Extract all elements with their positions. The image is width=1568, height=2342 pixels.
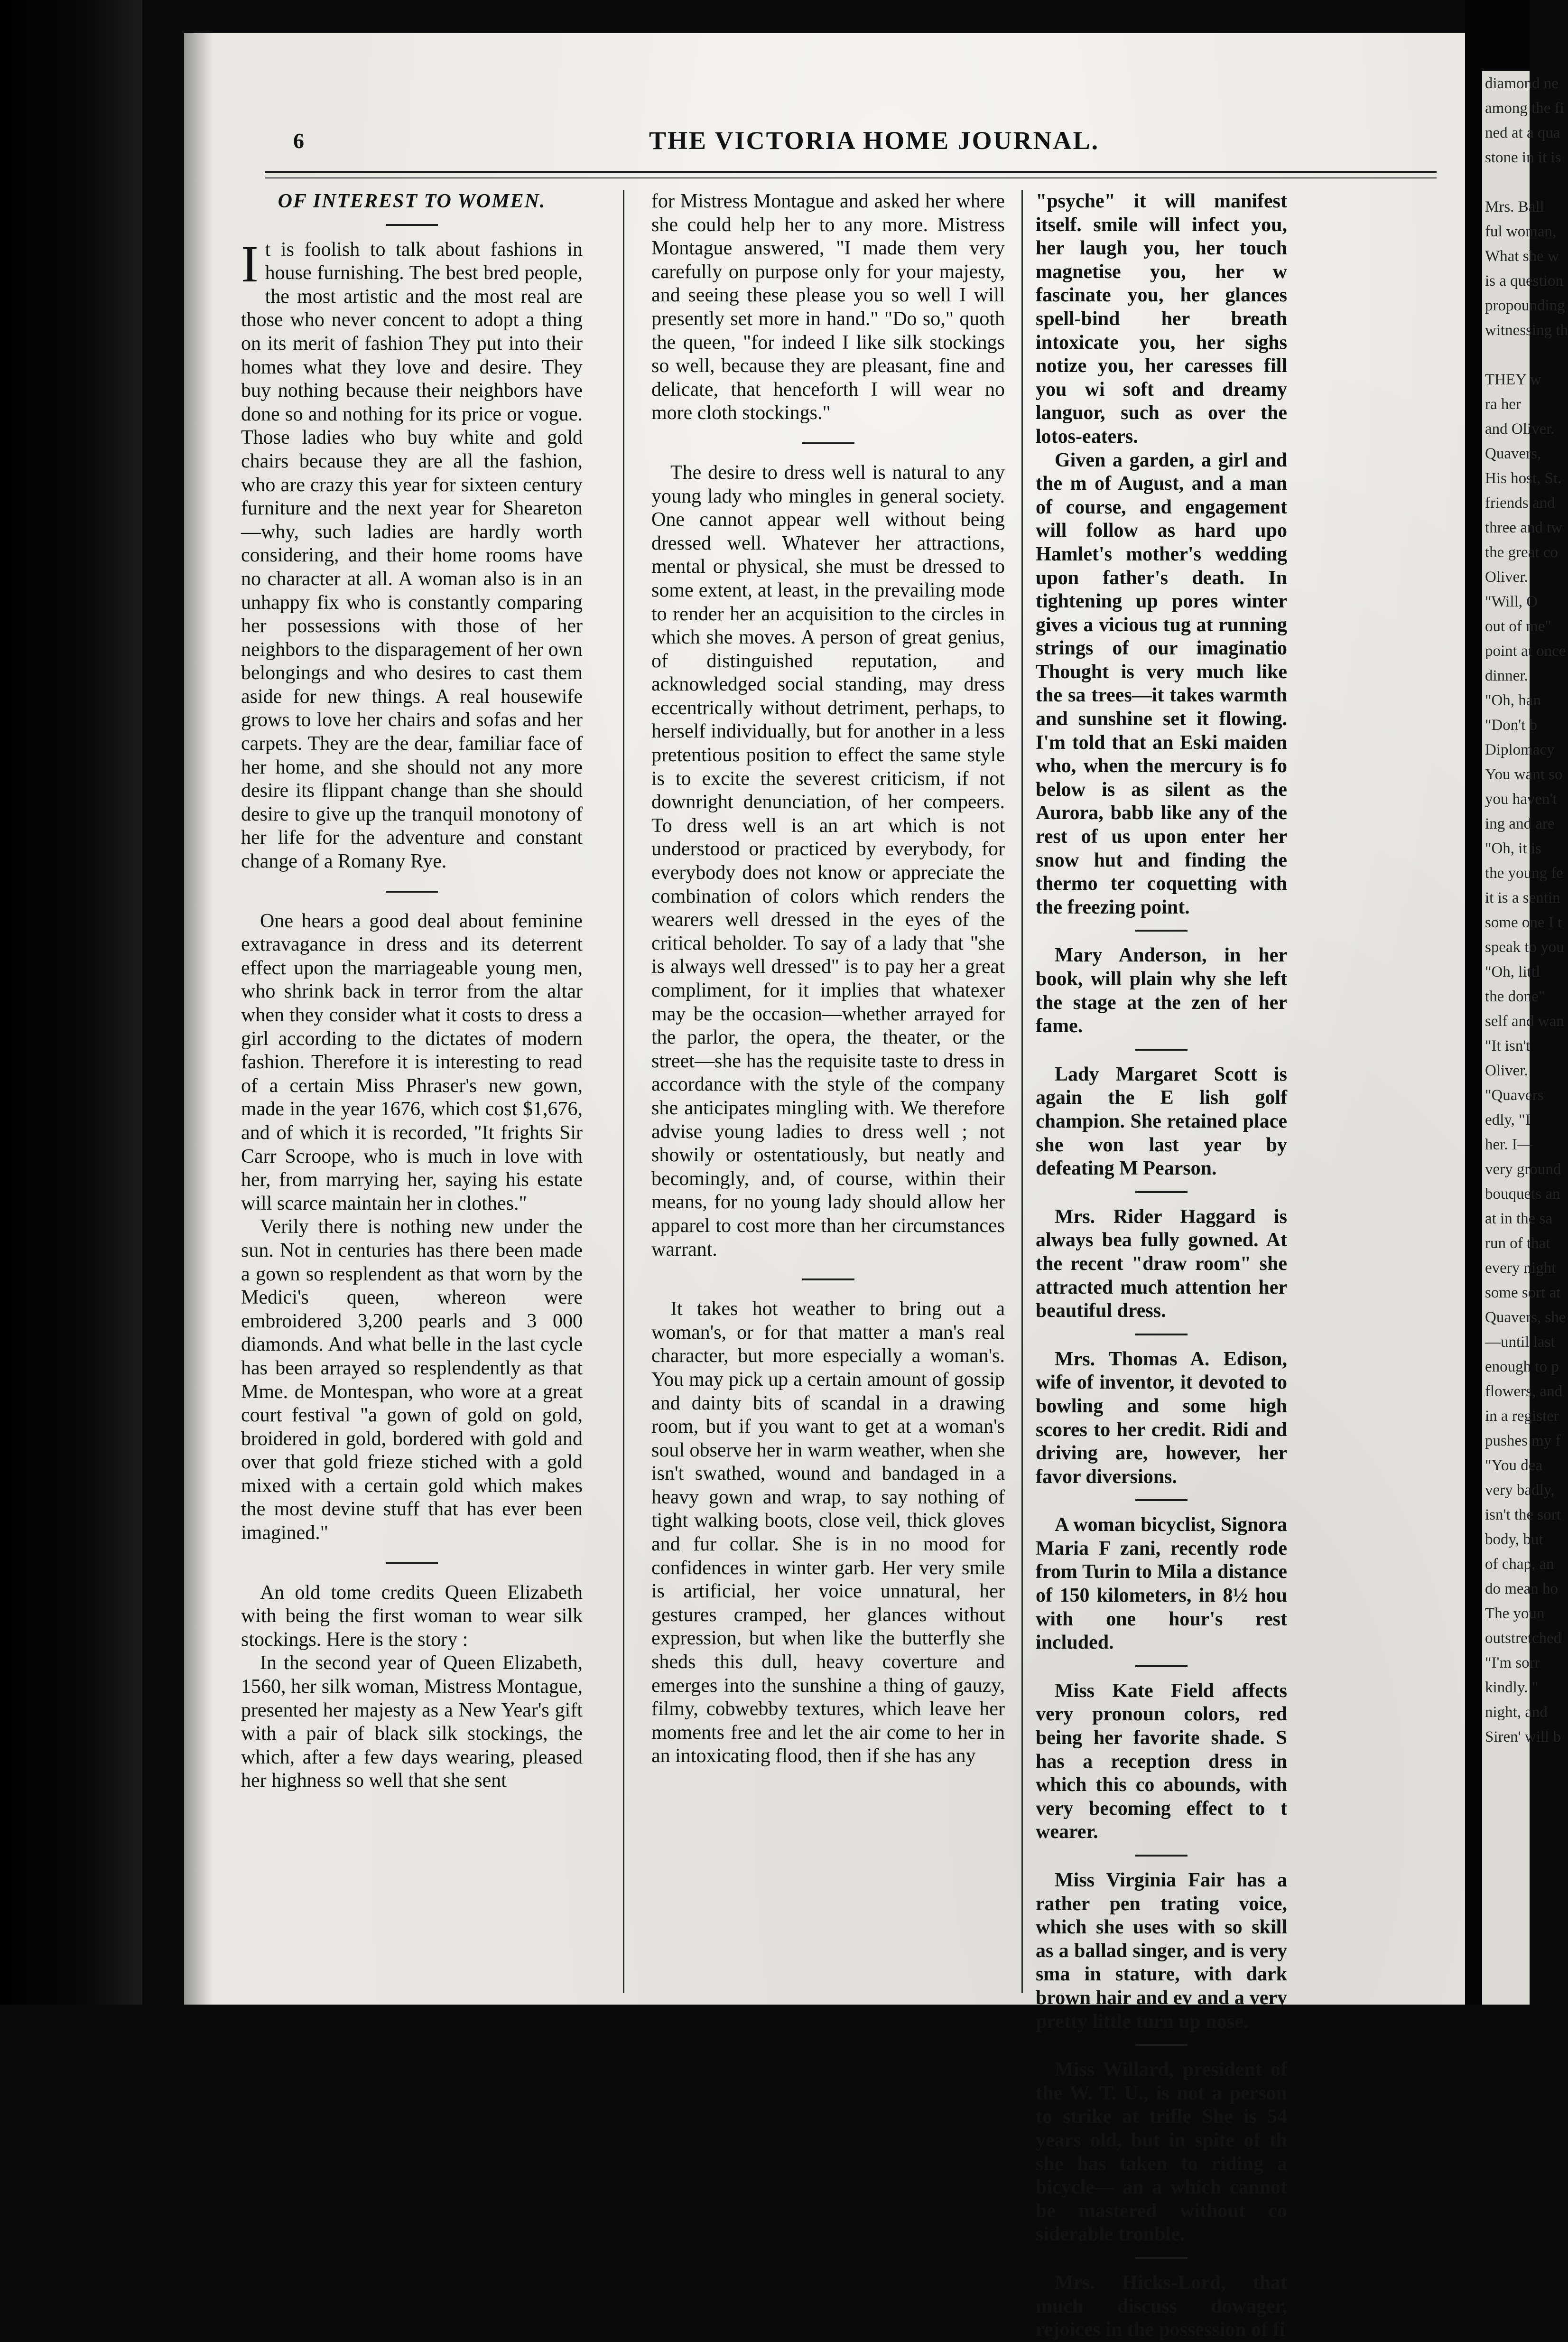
adjacent-page-line: Oliver. bbox=[1485, 569, 1528, 586]
adjacent-page-line: isn't the sort bbox=[1485, 1506, 1561, 1523]
adjacent-page-line: ing and are bbox=[1485, 815, 1555, 832]
adjacent-page-line: some sort at bbox=[1485, 1284, 1561, 1301]
article-paragraph: Given a garden, a girl and the m of August, and a man of course, and engagement will follow as hard upo Hamlet's mother's wedding upon father's death. In tightening up pores winter gives a vicious tug at running strings of our imaginatio Thought is very much like the sa trees—it takes warmth and sunshine set it flowing. I'm told that an Eski maiden who, when the mercury is fo below is as silent as the Aurora, babb like any of the rest of us upon enter her snow hut and finding the thermo ter coquetting with the freezing point. bbox=[1036, 449, 1287, 918]
adjacent-page-line: kindly. " bbox=[1485, 1679, 1539, 1696]
column-2 bbox=[651, 190, 1005, 1998]
section-divider bbox=[1135, 1855, 1188, 1857]
scan-dark-margin bbox=[0, 0, 142, 2005]
adjacent-page-line: self and wan bbox=[1485, 1013, 1564, 1030]
newspaper-page bbox=[184, 33, 1465, 2341]
adjacent-page-line: point at once bbox=[1485, 643, 1566, 660]
section-divider bbox=[802, 1278, 854, 1280]
adjacent-page-line: is a question bbox=[1485, 272, 1563, 289]
adjacent-page-line: and Oliver. bbox=[1485, 420, 1555, 438]
article-paragraph: The desire to dress well is natural to any young lady who mingles in general society. One cannot appear well without being dressed well. Whatever her attractions, mental or physical, she must be dressed to some extent, at least, in the prevailing mode to render her an acquisition to the circles in which she moves. A person of great genius, of distinguished reputation, and acknowledged social standing, may dress eccentrically without detriment, perhaps, to herself individually, but for another in a less pretentious position to effect the same style is to excite the severest criticism, if not downright denunciation, of her compeers. To dress well is an art which is not understood or practiced by everybody, for everybody does not know or appreciate the combination of colors which renders the wearers well dressed in the eyes of the critical beholder. To say of a lady that "she is always well dressed" is to pay her a great compliment, for it implies that whatexer may be the occasion—whether arrayed for the parlor, the opera, the theater, or the street—she has the requisite taste to dress in accordance with the style of the company she anticipates mingling with. We therefore advise young ladies to dress well ; not showily or ostentatiously, but neatly and becomingly, and, of course, within their means, for no young lady should allow her apparel to cost more than her circumstances warrant. bbox=[651, 461, 1005, 1260]
adjacent-page-line: the done" bbox=[1485, 988, 1545, 1005]
adjacent-page-line: you haven't bbox=[1485, 791, 1557, 808]
header-rule-thin bbox=[265, 177, 1437, 178]
adjacent-page-line: "Oh, it is bbox=[1485, 840, 1541, 857]
adjacent-page-line: Mrs. Ball bbox=[1485, 198, 1544, 215]
section-divider bbox=[1135, 1049, 1188, 1051]
adjacent-page-line: ful woman, bbox=[1485, 223, 1557, 240]
adjacent-page-line: of chap, an bbox=[1485, 1556, 1554, 1573]
article-paragraph: One hears a good deal about feminine extravagance in dress and its deterrent effect upon the marriageable young men, who shrink back in terror from the altar when they consider what it costs to dress a girl according to the dictates of modern fashion. Therefore it is interesting to read of a certain Miss Phraser's new gown, made in the year 1676, which cost $1,676, and of which it is recorded, "It frights Sir Carr Scroope, who is much in love with her, from marrying her, saying his estate will scarce maintain her in clothes." bbox=[241, 910, 583, 1214]
adjacent-page-line: dinner. bbox=[1485, 667, 1528, 684]
adjacent-page-line: "Oh, han bbox=[1485, 692, 1541, 709]
article-paragraph: Mary Anderson, in her book, will plain why she left the stage at the zen of her fame. bbox=[1036, 944, 1287, 1037]
header-rule-thick bbox=[265, 171, 1437, 173]
column-1 bbox=[241, 190, 583, 1998]
column-rule bbox=[623, 190, 624, 1993]
adjacent-page-line: diamond ne bbox=[1485, 75, 1559, 92]
article-paragraph: for Mistress Montague and asked her where she could help her to any more. Mistress Montague answered, "I made them very carefully on purpose only for your majesty, and seeing these please you so well I will presently set more in hand." "Do so," quoth the queen, "for indeed I like silk stockings so well, because they are pleasant, fine and delicate, that henceforth I will wear no more cloth stockings." bbox=[651, 190, 1005, 424]
article-paragraph: Miss Kate Field affects very pronoun colors, red being her favorite shade. S has a reception dress in which this co abounds, with very becoming effect to t wearer. bbox=[1036, 1680, 1287, 1843]
adjacent-page-line: Diplomacy bbox=[1485, 741, 1555, 758]
article-paragraph: Verily there is nothing new under the sun. Not in centuries has there been made a gown so resplendent as that worn by the Medici's queen, whereon were embroidered 3,200 pearls and 3 000 diamonds. And what belle in the last cycle has been arrayed so resplendently as that Mme. de Montespan, who wore at a great court festival "a gown of gold on gold, broidered in gold, bordered with gold and over that gold frieze stiched with a gold mixed with a certain gold which makes the most devine stuff that has ever been imagined." bbox=[241, 1216, 583, 1544]
adjacent-page-line: "Oh, littl bbox=[1485, 963, 1540, 980]
adjacent-page-line: among the fi bbox=[1485, 100, 1564, 117]
article-paragraph: A woman bicyclist, Signora Maria F zani, recently rode from Turin to Mila a distance of 150 kilometers, in 8½ hou with one hour's rest included. bbox=[1036, 1514, 1287, 1654]
adjacent-page-line: run of that bbox=[1485, 1235, 1550, 1252]
adjacent-page-line: "Don't b bbox=[1485, 717, 1538, 734]
drop-cap: I bbox=[241, 234, 259, 293]
running-head-title: THE VICTORIA HOME JOURNAL. bbox=[649, 126, 1100, 155]
article-paragraph: Mrs. Hicks-Lord, that much discuss dowager, rejoices in the possession of fi bbox=[1036, 2271, 1287, 2341]
adjacent-page-line: friends and bbox=[1485, 495, 1555, 512]
adjacent-page-line: "I'm sorr bbox=[1485, 1654, 1540, 1671]
adjacent-page-line: You want so bbox=[1485, 766, 1563, 783]
column-rule bbox=[1021, 190, 1023, 1993]
adjacent-page-line: "Quavers bbox=[1485, 1087, 1544, 1104]
adjacent-page-line: "Will, O bbox=[1485, 593, 1538, 610]
adjacent-page-line bbox=[1482, 170, 1530, 195]
adjacent-page-line: do mean ho bbox=[1485, 1580, 1558, 1597]
adjacent-page-line: enough to p bbox=[1485, 1358, 1559, 1375]
article-paragraph: Miss Willard, president of the W. T. U., is not a person to strike at trifle She is 54 years old, but in spite of th she has taken to riding a bicycle— an a which cannot be mastered without co siderable tronble. bbox=[1036, 2059, 1287, 2246]
section-divider bbox=[1135, 2044, 1188, 2046]
adjacent-page-line: night, and bbox=[1485, 1704, 1548, 1721]
article-paragraph: In the second year of Queen Elizabeth, 1560, her silk woman, Mistress Montague, presented her majesty as a New Year's gift with a pair of black silk stockings, the which, after a few days wearing, pleased her highness so well that she sent bbox=[241, 1652, 583, 1792]
section-divider bbox=[386, 891, 438, 893]
adjacent-page-line: bouquets an bbox=[1485, 1185, 1560, 1203]
adjacent-page-line: witnessing th bbox=[1485, 322, 1568, 339]
adjacent-page-line: out of me" bbox=[1485, 618, 1551, 635]
section-divider bbox=[386, 224, 438, 226]
adjacent-page-line: the great co bbox=[1485, 544, 1558, 561]
adjacent-page-line: "You dea bbox=[1485, 1457, 1543, 1474]
adjacent-page-line: "It isn't bbox=[1485, 1037, 1531, 1054]
adjacent-page-line: Oliver. bbox=[1485, 1062, 1528, 1079]
adjacent-page-line: some one I t bbox=[1485, 914, 1562, 931]
article-paragraph: Lady Margaret Scott is again the E lish golf champion. She retained place she won last year by defeating M Pearson. bbox=[1036, 1063, 1287, 1180]
adjacent-page-line: three and tw bbox=[1485, 519, 1563, 536]
article-paragraph: It takes hot weather to bring out a woman's, or for that matter a man's real character, but more especially a woman's. You may pick up a certain amount of gossip and dainty bits of scandal in a drawing room, but if you want to get at a woman's soul observe her in warm weather, when she isn't swathed, wound and bandaged in a heavy gown and wrap, to say nothing of tight walking boots, close veil, thick gloves and fur collar. She is in no mood for confidences in winter garb. Her very smile is artificial, her voice unnatural, her gestures cramped, her glances without expression, but when like the butterfly she sheds this dull, heavy coverture and emerges into the sunshine a thing of gauzy, filmy, cobwebby textures, which leave her moments free and let the air come to her in an intoxicating flood, then if she has any bbox=[651, 1298, 1005, 1767]
adjacent-page-line bbox=[1482, 343, 1530, 367]
adjacent-page-line: flowers, and bbox=[1485, 1383, 1563, 1400]
adjacent-page-line: outstretched bbox=[1485, 1630, 1562, 1647]
adjacent-page-line: body, but bbox=[1485, 1531, 1543, 1548]
adjacent-page-line: stone in it is bbox=[1485, 149, 1561, 166]
adjacent-page-line: it is a sentin bbox=[1485, 889, 1560, 906]
adjacent-page-fragment bbox=[1482, 71, 1568, 2005]
adjacent-page-line: ned at a qua bbox=[1485, 124, 1560, 141]
article-paragraph: "psyche" it will manifest itself. smile will infect you, her laugh you, her touch magnetise you, her w fascinate you, her glances spell-bind her breath intoxicate you, her sighs notize you, her caresses fill you wi soft and dreamy languor, such as over the lotos-eaters. bbox=[1036, 190, 1287, 448]
adjacent-page-line: her. I— bbox=[1485, 1136, 1533, 1153]
adjacent-page-line: in a register bbox=[1485, 1408, 1559, 1425]
adjacent-page-line: Quavers, bbox=[1485, 445, 1541, 462]
section-divider bbox=[1135, 1334, 1188, 1335]
section-divider bbox=[802, 442, 854, 444]
article-paragraph: Mrs. Thomas A. Edison, wife of inventor, it devoted to bowling and some high scores to her credit. Ridi and driving are, however, her favor diversions. bbox=[1036, 1348, 1287, 1488]
section-divider bbox=[1135, 2257, 1188, 2259]
adjacent-page-line: the young fe bbox=[1485, 865, 1563, 882]
adjacent-page-line: very badly, bbox=[1485, 1482, 1555, 1499]
article-paragraph bbox=[241, 234, 583, 874]
column-3 bbox=[1036, 190, 1287, 2341]
adjacent-page-line: Quavers, she bbox=[1485, 1309, 1566, 1326]
adjacent-page-line: pushes my f bbox=[1485, 1432, 1561, 1449]
adjacent-page-line: every night bbox=[1485, 1260, 1556, 1277]
article-paragraph: Miss Virginia Fair has a rather pen trating voice, which she uses with so skill as a ballad singer, and is very sma in stature, with dark brown hair and ey and a very pretty little turn up nose. bbox=[1036, 1869, 1287, 2033]
adjacent-page-line: at in the sa bbox=[1485, 1210, 1553, 1227]
section-divider bbox=[1135, 1191, 1188, 1193]
section-divider bbox=[1135, 1665, 1188, 1667]
adjacent-page-line: speak to you bbox=[1485, 939, 1564, 956]
adjacent-page-line: ra her bbox=[1485, 396, 1522, 413]
adjacent-page-line: THEY w bbox=[1485, 371, 1541, 388]
adjacent-page-line: What she w bbox=[1485, 248, 1559, 265]
section-divider bbox=[1135, 930, 1188, 932]
adjacent-page-line: —until last bbox=[1485, 1334, 1555, 1351]
article-paragraph: Mrs. Rider Haggard is always bea fully gowned. At the recent "draw room" she attracted much attention her beautiful dress. bbox=[1036, 1205, 1287, 1322]
paragraph-text: t is foolish to talk about fashions in house furnishing. The best bred people, the most artistic and the most real are those who never concent to adopt a thing on its merit of fashion They put into their homes what they love and desire. They buy nothing because their neighbors have done so and nothing for its price or vogue. Those ladies who buy white and gold chairs because they are all the fashion, who are crazy this year for sixteen century furniture and the next year for Sheareton—why, such ladies are hardly worth considering, and their home rooms have no character at all. A woman also is in an unhappy fix who is constantly comparing her possessions with those of her neighbors to the disparagement of her own belongings and who desires to cast them aside for new things. A real housewife grows to love her chairs and sofas and her carpets. They are the dear, familiar face of her home, and she should not any more desire its flippant change than she should desire to give up the tranquil monotony of her life for the adventure and constant change of a Romany Rye. bbox=[241, 238, 583, 873]
section-title: OF INTEREST TO WOMEN. bbox=[278, 190, 546, 212]
section-divider bbox=[386, 1562, 438, 1564]
adjacent-page-line: His host, St. bbox=[1485, 470, 1562, 487]
adjacent-page-line: Siren' will b bbox=[1485, 1728, 1561, 1745]
page-number: 6 bbox=[293, 129, 304, 153]
section-divider bbox=[1135, 1499, 1188, 1501]
adjacent-page-line: edly, "I bbox=[1485, 1111, 1531, 1129]
article-paragraph: An old tome credits Queen Elizabeth with being the first woman to wear silk stockings. Here is the story : bbox=[241, 1581, 583, 1651]
adjacent-page-line: very ground bbox=[1485, 1161, 1561, 1178]
adjacent-page-line: propounding bbox=[1485, 297, 1565, 314]
adjacent-page-line: The youn bbox=[1485, 1605, 1545, 1622]
